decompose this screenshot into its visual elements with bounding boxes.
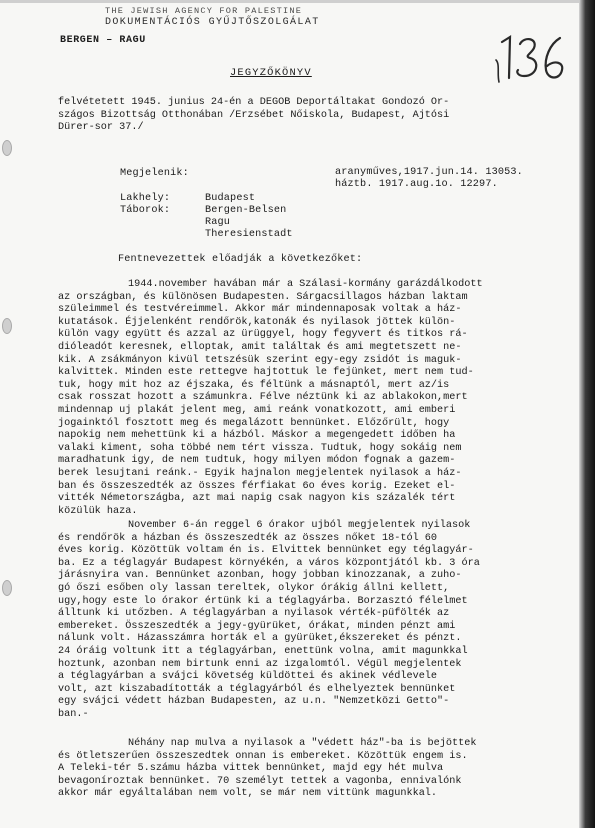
paragraph-line: bevagoníroztak bennünket. 70 személyt tettek a vagonba, ennivalónk	[58, 775, 462, 787]
paragraph-line: dióleadót keresnek, elloptak, amit találtak és ami megtetszett ne-	[58, 341, 462, 353]
paragraph-line: egy svájci védett házban Budapesten, az u.n. "Nemzetközi Getto"-	[58, 696, 450, 708]
paragraph-line: szüleimmel és testvéreimmel. Akkor már mindennaposak voltak a ház-	[58, 304, 462, 316]
appeared-person-2: háztb. 1917.aug.1o. 12297.	[335, 179, 498, 190]
punch-hole-bottom	[2, 580, 12, 596]
paragraph-line: közülük haza.	[58, 505, 138, 517]
paragraph-line: napokig nem mehettünk ki a házból. Máskor a megengedett időben ha	[58, 430, 456, 442]
paragraph-line: álltunk ki utőzben. A téglagyárban a nyilasok vérték-püfölték az	[58, 608, 450, 620]
paragraph-line: November 6-án reggel 6 órakor ujból megjelentek nyilasok	[128, 520, 471, 531]
paragraph-line: és rendőrök a házban és összeszedték az összes nőket 18-tól 60	[58, 532, 438, 544]
document-title: JEGYZŐKÖNYV	[230, 67, 312, 79]
paragraph-line: hoztunk, azonban nem birtunk enni az izgalomtól. Végül megjelentek	[58, 658, 462, 670]
camp-item: Ragu	[205, 217, 231, 228]
paragraph-line: 1944.november havában már a Szálasi-kormány garázdálkodott	[128, 279, 483, 290]
paragraph-line: nálunk volt. Házasszámra horták el a gyürüket,ékszereket és pénzt.	[58, 633, 462, 645]
stamp-dept-line: DOKUMENTÁCIÓS GYŰJTŐSZOLGÁLAT	[105, 17, 320, 28]
camp-item: Theresienstadt	[205, 229, 293, 240]
paragraph-line: volt, azt kiszabadították a téglagyárból és elhelyeztek bennünket	[58, 683, 456, 695]
paragraph-line: mindennap uj plakát jelent meg, ami reánk vonatkozott, ami emberi	[58, 404, 456, 416]
paragraph-line: A Teleki-tér 5.számu házba vittek bennünket, majd egy hét mulva	[58, 763, 444, 775]
paragraph-line: a téglagyárban a svájci követség küldöttei és akinek védlevele	[58, 671, 438, 683]
paragraph-line: vitték Németországba, azt mai napig csak nagyon kis százalék tért	[58, 493, 456, 505]
paragraph-2	[58, 520, 558, 722]
paragraph-line: tuk, hogy mit hoz az éjszaka, és féltünk a másnaptól, mert az/is	[58, 379, 450, 391]
paragraph-line: embereket. Összeszedték a jegy-gyürüket, órákat, minden pénzt ami	[58, 620, 456, 632]
scan-top-border	[0, 0, 595, 3]
residence-value: Budapest	[205, 193, 256, 204]
camp-item: Bergen-Belsen	[205, 205, 287, 216]
paragraph-line: csak rosszat hozott a számunkra. Félve néztünk ki az ablakokon,mert	[58, 392, 468, 404]
punch-hole-top	[2, 140, 12, 156]
paragraph-line: gó őszi esőben oly lassan tereltek, olykor órákig állni kellett,	[58, 582, 450, 594]
paragraph-line: Néhány nap mulva a nyilasok a "védett ház"-ba is bejöttek	[128, 738, 477, 749]
camps-label: Táborok:	[120, 205, 171, 216]
paragraph-line: ugy,hogy este lo órakor értünk ki a téglagyárba. Borzasztó félelmet	[58, 595, 468, 607]
paragraph-line: jogainktól fosztott meg és megalázott bennünket. Előzőrült, hogy	[58, 417, 450, 429]
paragraph-line: ban és összeszedték az összes férfiakat 6o éves korig. Ezeket el-	[58, 480, 456, 492]
paragraph-line: külön vagy együtt és azzal az ürüggyel, hogy fegyvert és titkos rá-	[58, 329, 468, 341]
paragraph-line: kalvittek. Minden este rettegve hajtottuk le fejünket, mert nem tud-	[58, 367, 474, 379]
appeared-label: Megjelenik:	[120, 168, 189, 179]
paragraph-3	[58, 738, 558, 801]
paragraph-line: ba. Ez a téglagyár Budapest környékén, a város központjától kb. 3 óra	[58, 557, 480, 569]
paragraph-1	[58, 279, 558, 518]
paragraph-line: valaki kiment, soha többé nem tért vissza. Tudtuk, hogy sokáig nem	[58, 442, 462, 454]
paragraph-line: maradhatunk igy, de nem tudtuk, hogy milyen módon fognak a gazem-	[58, 455, 456, 467]
location-header: BERGEN – RAGU	[60, 35, 146, 46]
paragraph-line: akkor már egyáltalában nem volt, se már nem vittünk magunkkal.	[58, 788, 438, 800]
intro-line: felvétetett 1945. junius 24-én a DEGOB Deportáltakat Gondozó Or-	[58, 97, 450, 108]
punch-hole-middle	[2, 318, 12, 334]
stamp-agency-line: THE JEWISH AGENCY FOR PALESTINE	[105, 6, 303, 16]
paragraph-line: éves korig. Közöttük voltam én is. Elvittek bennünket egy téglagyár-	[58, 545, 474, 557]
paragraph-line: ban.-	[58, 708, 89, 720]
paragraph-line: és ötletszerűen összeszedtek onnan is embereket. Közöttük engem is.	[58, 750, 468, 762]
preamble: Fentnevezettek előadják a következőket:	[118, 254, 363, 265]
scan-right-edge	[579, 0, 595, 828]
paragraph-line: kik. A zsákmányon kivül tetszésük szerint egy-egy zsidót is maguk-	[58, 354, 462, 366]
paragraph-line: az országban, és különösen Budapesten. Sárgacsillagos házban laktam	[58, 291, 468, 303]
paragraph-line: kutatások. Éjjelenként rendőrök,katonák és nyilasok jöttek külön-	[58, 316, 456, 328]
handwritten-number	[494, 34, 572, 86]
intro-line: Dürer-sor 37./	[58, 122, 144, 134]
intro-block	[58, 97, 558, 135]
appeared-person-1: aranyműves,1917.jun.14. 13053.	[335, 167, 523, 178]
residence-label: Lakhely:	[120, 193, 171, 204]
paragraph-line: berek lesujtani reánk.- Egyik hajnalon megjelentek nyilasok a ház-	[58, 467, 462, 479]
paragraph-line: 24 óráig voltunk itt a téglagyárban, enettünk volna, amit magunkkal	[58, 645, 468, 657]
intro-line: szágos Bizottság Otthonában /Erzsébet Nőiskola, Budapest, Ajtósi	[58, 109, 450, 121]
paragraph-line: járásnyira van. Bennünket azonban, hogy jobban kinozzanak, a zuho-	[58, 570, 462, 582]
